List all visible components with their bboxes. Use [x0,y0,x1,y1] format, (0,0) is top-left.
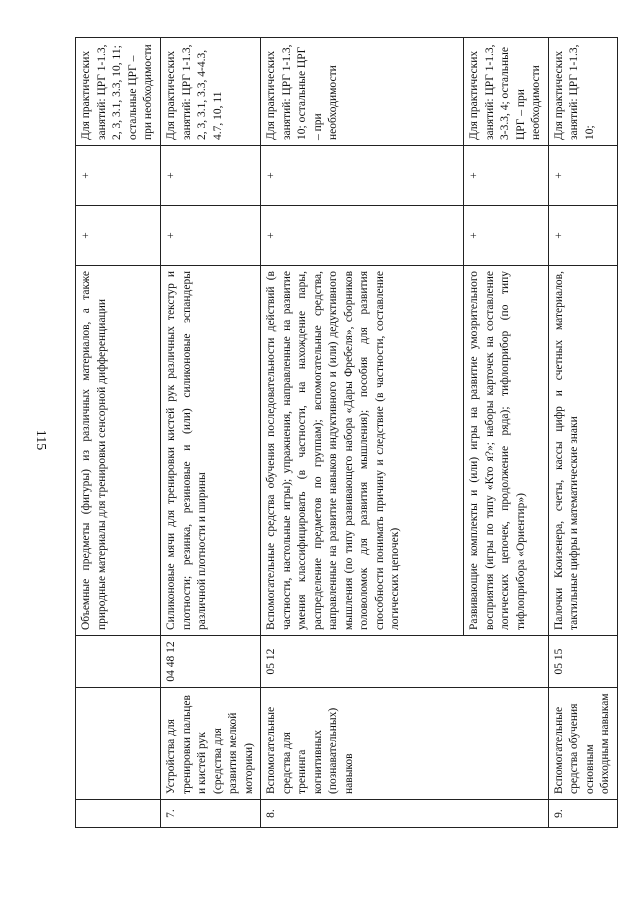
row-mark-2: + [76,146,161,206]
row-number: 8. [261,800,549,828]
table-row [261,38,464,828]
row-note: Для практических занятий: ЦРГ 1-1.3, 10; [548,38,617,146]
table-wrapper [75,38,612,828]
row-mark-1: + [261,206,464,266]
row-note: Для практических занятий: ЦРГ 1-1.3, 3-3.3, 4; остальные ЦРГ – при необходимости [464,38,549,146]
row-note: Для практических занятий: ЦРГ 1-1.3, 10; остальные ЦРГ – при необходимости [261,38,464,146]
row-number [76,800,161,828]
row-note: Для практических занятий: ЦРГ 1-1.3, 2, 3, 3.1, 3.3, 4-4.3, 4.7, 10, 11 [161,38,261,146]
row-mark-2: + [548,146,617,206]
row-mark-2: + [464,146,549,206]
row-name: Вспомогательные средства обучения основным обиходным навыкам [548,688,617,800]
row-code: 04 48 12 [161,636,261,688]
row-mark-2: + [261,146,464,206]
row-mark-1: + [161,206,261,266]
row-number: 7. [161,800,261,828]
row-name: Вспомогательные средства для тренинга когнитивных (познавательных) навыков [261,688,549,800]
row-code [76,636,161,688]
row-description: Развивающие комплекты и (или) игры на развитие умозрительного восприятия (игры по типу «Кто я?»; наборы карточек на составление логических цепочек, продолжение ряда); тифлоприбор (по типу тифлоприбора «Ориентир») [464,266,549,636]
row-description: Объемные предметы (фигуры) из различных материалов, а также природные материалы для тренировки сенсорной дифференциации [76,266,161,636]
row-code: 05 15 [548,636,617,688]
row-name [76,688,161,800]
row-name: Устройства для тренировки пальцев и кистей рук (средства для развития мелкой моторики) [161,688,261,800]
row-mark-1: + [76,206,161,266]
equipment-table [75,37,618,828]
row-note: Для практических занятий: ЦРГ 1-1.3, 2, 3, 3.1, 3.3, 10, 11; остальные ЦРГ – при необходимости [76,38,161,146]
table-row [548,38,617,828]
row-mark-1: + [548,206,617,266]
row-mark-2: + [161,146,261,206]
row-description: Вспомогательные средства обучения последовательности действий (в частности, настольные игры); упражнения, направленные на развитие умения классифицировать (в частности, на нахождение пары, распределение предметов по группам); вспомогательные средства, направленные на развитие навыков индуктивного и (или) дедуктивного мышления (по типу развивающего набора «Дары Фребеля», сборников головоломок для развития мышления); пособия для развития способности понимать причину и следствие (в частности, составление логических цепочек) [261,266,464,636]
table-row [76,38,161,828]
row-number: 9. [548,800,617,828]
row-description: Палочки Кюизенера, счеты, кассы цифр и счетных материалов, тактильные цифры и математические знаки [548,266,617,636]
row-mark-1: + [464,206,549,266]
row-code: 05 12 [261,636,549,688]
page-number: 115 [33,429,48,451]
row-description: Силиконовые мячи для тренировки кистей рук различных текстур и плотности; резинка, резиновые и (или) силиконовые эспандеры различной плотности и ширины [161,266,261,636]
table-row [161,38,261,828]
